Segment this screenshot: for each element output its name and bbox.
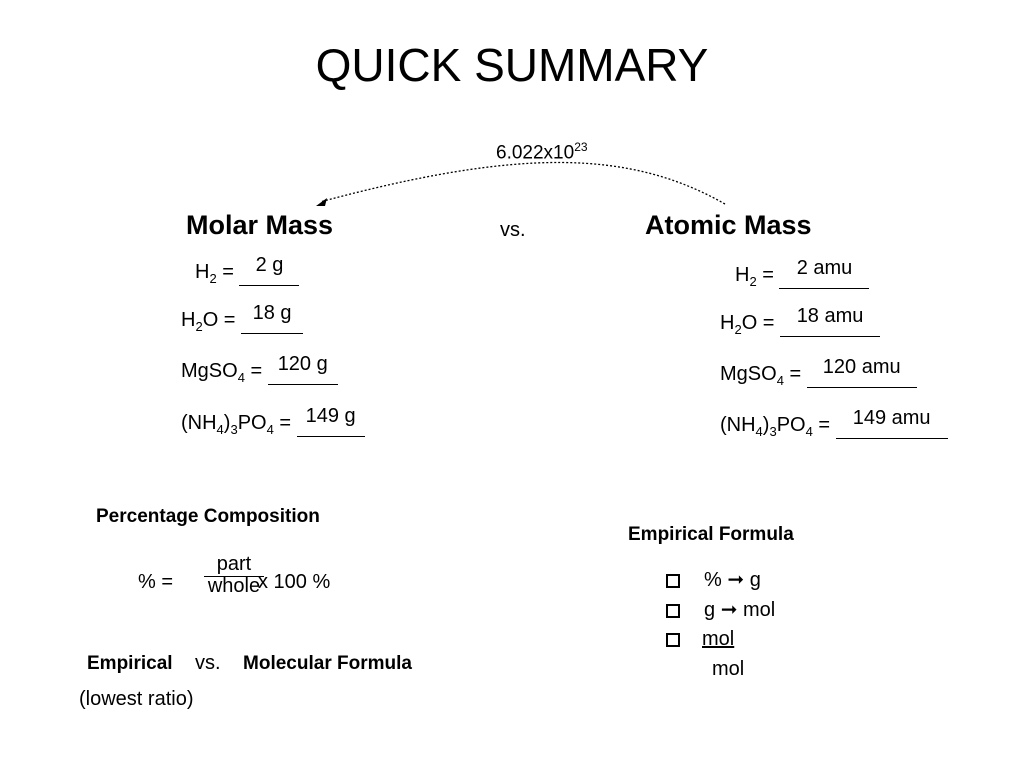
step-g-to-mol: g ➞ mol (666, 597, 775, 622)
formula: MgSO$_4$ = (181, 360, 268, 385)
molar-row-mgso4 (181, 353, 338, 385)
arrow-right-icon: ➞ (720, 599, 738, 621)
answer: 18 g (252, 302, 292, 324)
molar-mass-heading: Molar Mass (186, 210, 334, 240)
molar-row-h2 (195, 254, 299, 286)
answer: 149 g (305, 405, 356, 427)
atomic-row-nh4po4 (720, 407, 948, 439)
empirical-vs-molecular (87, 652, 412, 675)
answer: 2 g (255, 254, 284, 276)
answer: 149 amu (852, 407, 931, 429)
conversion-arrow (300, 150, 740, 215)
formula: $H_2$ = (195, 261, 240, 286)
mol-denominator: mol (712, 658, 745, 680)
vs-label: vs. (500, 219, 526, 241)
checkbox-icon (666, 633, 680, 647)
mol-numerator: mol (702, 628, 735, 650)
answer: 18 amu (796, 305, 864, 327)
answer: 120 amu (822, 356, 901, 378)
atomic-mass-heading: Atomic Mass (645, 210, 812, 240)
molar-row-nh4po4 (181, 405, 365, 437)
answer: 120 g (277, 353, 328, 375)
formula: $H_2O$ = (720, 312, 781, 337)
checkbox-icon (666, 574, 680, 588)
step-mol-ratio (666, 628, 734, 651)
formula: $H_2O$ = (181, 309, 242, 334)
percent-rhs: x 100 % (258, 571, 331, 593)
atomic-row-mgso4 (720, 356, 917, 388)
atomic-row-h2o (720, 305, 880, 337)
answer: 2 amu (796, 257, 853, 279)
empirical-formula-heading: Empirical Formula (628, 524, 794, 545)
molecular-label: Molecular Formula (243, 653, 412, 674)
avogadro-number: $6.022x10^{23}$ (496, 140, 588, 164)
formula: MgSO$_4$ = (720, 363, 807, 388)
lowest-ratio-note: (lowest ratio) (79, 688, 194, 710)
atomic-row-h2 (735, 257, 869, 289)
molar-row-h2o (181, 302, 303, 334)
formula: $H_2$ = (735, 264, 780, 289)
checkbox-icon (666, 604, 680, 618)
slide-title: QUICK SUMMARY (315, 39, 709, 91)
empirical-label: Empirical (87, 653, 173, 674)
arrow-right-icon: ➞ (727, 569, 745, 591)
vs-label-2: vs. (195, 652, 221, 674)
percent-composition-heading: Percentage Composition (96, 506, 320, 527)
formula: $(NH_4)_3PO_4$ = (720, 414, 836, 439)
formula: $(NH_4)_3PO_4$ = (181, 412, 297, 437)
denominator: whole (207, 575, 261, 597)
percent-lhs: % = (138, 571, 174, 593)
numerator: part (216, 553, 252, 575)
step-percent-to-g: % ➞ g (666, 567, 761, 592)
